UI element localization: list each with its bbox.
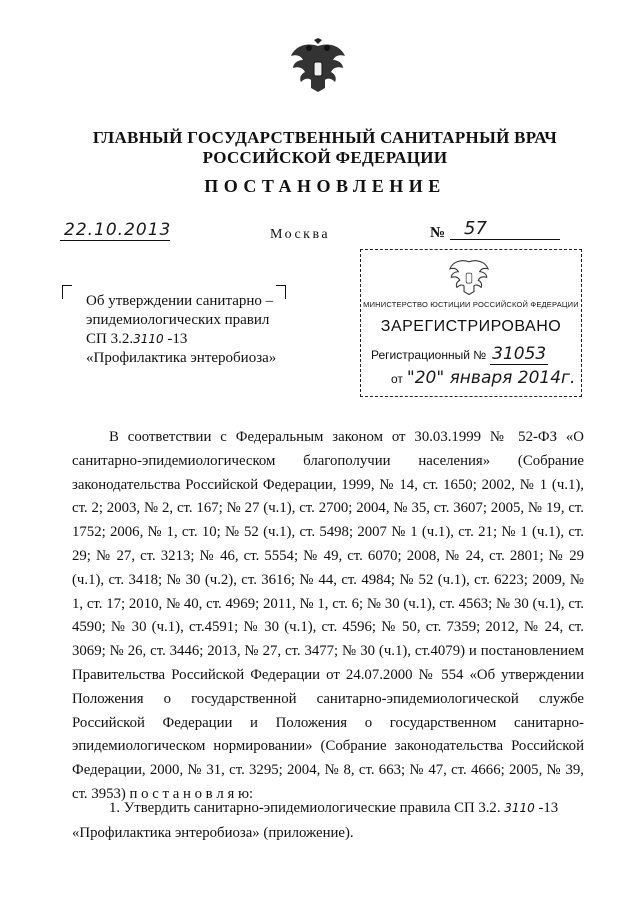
stamp-registration-date: от "20" января 2014г. — [391, 368, 576, 388]
decision-item-1-line-2: «Профилактика энтеробиоза» (приложение). — [72, 825, 354, 841]
stamp-registration-number: Регистрационный № 31053 — [371, 344, 547, 364]
subject-line-4: «Профилактика энтеробиоза» — [86, 350, 277, 366]
authority-line-2: РОССИЙСКОЙ ФЕДЕРАЦИИ — [202, 148, 448, 167]
subject-line-1: Об утверждении санитарно – — [86, 293, 274, 309]
document-number — [450, 220, 560, 240]
stamp-ministry: МИНИСТЕРСТВО ЮСТИЦИИ РОССИЙСКОЙ ФЕДЕРАЦИИ — [363, 300, 579, 309]
coat-of-arms-icon — [287, 38, 349, 94]
document-date — [60, 220, 172, 241]
decision-item-1: 1. Утвердить санитарно-эпидемиологические правила СП 3.2. 3110 -13 «Профилактика энтеробиоза» (приложение). — [72, 800, 559, 841]
registration-stamp — [360, 249, 582, 397]
subject-bracket-left — [62, 285, 72, 299]
subject-line-3: СП 3.2.3110 -13 — [86, 331, 188, 347]
handwritten-rule-number: 3110 — [504, 801, 535, 815]
issuing-authority — [60, 128, 590, 168]
stamp-registered: ЗАРЕГИСТРИРОВАНО — [380, 318, 562, 335]
resolve-word: п о с т а н о в л я ю: — [129, 785, 254, 802]
document-city: Москва — [270, 227, 331, 242]
coat-of-arms-icon — [447, 256, 491, 296]
handwritten-number: 57 — [464, 218, 487, 239]
subject-line-2: эпидемиологических правил — [86, 312, 270, 328]
document-subject — [86, 292, 286, 368]
handwritten-rule-number: 3110 — [133, 332, 164, 346]
authority-line-1: ГЛАВНЫЙ ГОСУДАРСТВЕННЫЙ САНИТАРНЫЙ ВРАЧ — [92, 128, 558, 147]
number-sign: № — [430, 225, 446, 241]
document-type-heading: ПОСТАНОВЛЕНИЕ — [204, 176, 446, 196]
preamble-paragraph: В соответствии с Федеральным законом от 30.03.1999 № 52-ФЗ «О санитарно-эпидемиологическом благополучии населения» (Собрание законодательства Российской Федерации, 1999, № 14, ст. 1650; 2002, № 1 (ч.1), ст. 2; 2003, № 2, ст. 167; № 27 (ч.1), ст. 2700; 2004, № 35, ст. 3607; 2005, № 19, ст. 1752; 2006, № 1, ст. 10; № 52 (ч.1), ст. 5498; 2007 № 1 (ч.1), ст. 21; № 1 (ч.1), ст. 29; № 27, ст. 3213; № 46, ст. 5554; № 49, ст. 6070; 2008, № 24, ст. 2801; № 29 (ч.1), ст. 3418; № 30 (ч.2), ст. 3616; № 44, ст. 4984; № 52 (ч.1), ст. 6223; 2009, № 1, ст. 17; 2010, № 40, ст. 4969; 2011, № 1, ст. 6; № 30 (ч.1), ст. 4563; № 30 (ч.1), ст. 4590; № 30 (ч.1), ст.4591; № 30 (ч.1), ст. 4596; № 50, ст. 7359; 2012, № 24, ст. 3069; № 26, ст. 3446; 2013, № 27, ст. 3477; № 30 (ч.1), ст.4079) и постановлением Правительства Российской Федерации от 24.07.2000 № 554 «Об утверждении Положения о государственной санитарно-эпидемиологической службе Российской Федерации и Положения о государственном санитарно-эпидемиологическом нормировании» (Собрание законодательства Российской Федерации, 2000, № 31, ст. 3295; 2004, № 8, ст. 663; № 47, ст. 4666; 2005, № 39, ст. 3953) п о с т а н о в л я ю: — [72, 429, 584, 802]
handwritten-date: 22.10.2013 — [64, 220, 172, 240]
